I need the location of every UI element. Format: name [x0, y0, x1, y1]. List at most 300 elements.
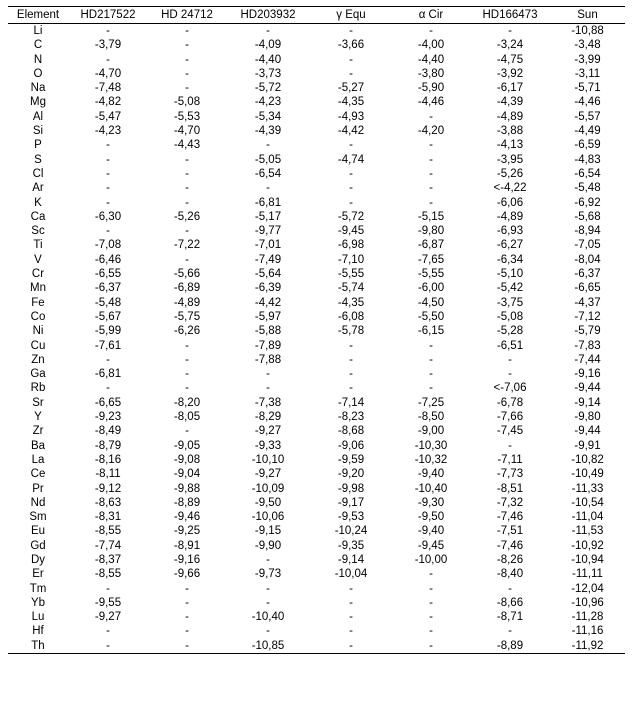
abundance-cell: -6,81	[94, 368, 122, 381]
element-cell: Al	[32, 110, 44, 123]
abundance-cell: -9,77	[254, 225, 282, 238]
abundance-cell: -9,46	[173, 511, 201, 524]
abundance-cell: -5,15	[417, 210, 445, 223]
abundance-cell: -4,13	[496, 139, 524, 152]
abundance-cell: -4,09	[254, 39, 282, 52]
abundance-cell: -7,88	[254, 353, 282, 366]
table-row	[8, 67, 625, 81]
abundance-cell: -	[185, 253, 189, 266]
element-cell: Cl	[32, 167, 44, 180]
abundance-cell: -	[106, 53, 110, 66]
abundance-cell: -3,80	[417, 67, 445, 80]
abundance-cell: -6,87	[417, 239, 445, 252]
abundance-cell: -	[429, 339, 433, 352]
abundance-cell: -5,64	[254, 268, 282, 281]
abundance-cell: -9,73	[254, 568, 282, 581]
abundance-cell: -10,92	[571, 539, 604, 552]
abundance-cell: -	[185, 25, 189, 37]
abundance-cell: -	[349, 625, 353, 638]
abundance-cell: -	[429, 167, 433, 180]
abundance-cell: -4,93	[337, 110, 365, 123]
element-cell: Zn	[31, 353, 45, 366]
column-header: Sun	[550, 7, 625, 24]
abundance-cell: -9,80	[574, 411, 601, 424]
abundance-cell: -	[349, 167, 353, 180]
abundance-cell: -4,42	[337, 125, 365, 138]
abundance-cell: -4,75	[496, 53, 524, 66]
abundance-cell: -10,40	[414, 482, 448, 495]
abundance-cell: -	[349, 182, 353, 195]
abundance-cell: -4,46	[574, 96, 601, 109]
abundance-cell: -6,46	[94, 253, 122, 266]
element-cell: Tm	[29, 582, 47, 595]
abundance-cell: -7,01	[254, 239, 282, 252]
abundance-cell: -9,27	[254, 468, 282, 481]
abundance-cell: -6,26	[173, 325, 201, 338]
table-row	[8, 410, 625, 424]
table-row	[8, 396, 625, 410]
table-row	[8, 296, 625, 310]
abundance-cell: -7,22	[173, 239, 201, 252]
abundance-cell: -11,92	[550, 639, 625, 654]
abundance-cell: -5,08	[496, 310, 524, 323]
abundance-cell: -5,74	[337, 282, 365, 295]
abundance-cell: -	[185, 53, 189, 66]
element-cell: Er	[32, 568, 44, 581]
abundance-cell: -5,67	[94, 310, 122, 323]
abundance-cell: -5,55	[417, 268, 445, 281]
abundance-cell: <-4,22	[493, 182, 527, 195]
abundance-cell: -	[429, 25, 433, 37]
element-cell: Sm	[29, 511, 47, 524]
abundance-cell: -4,46	[417, 96, 445, 109]
abundance-cell: -	[185, 339, 189, 352]
abundance-cell: -	[349, 582, 353, 595]
element-cell: Y	[34, 411, 42, 424]
abundance-cell: -6,93	[496, 225, 524, 238]
column-header: HD166473	[470, 7, 550, 24]
abundance-cell: -3,79	[94, 39, 122, 52]
abundance-cell: -	[68, 639, 148, 654]
abundance-cell: -	[349, 353, 353, 366]
abundance-cell: -4,00	[417, 39, 445, 52]
abundance-cell: -9,08	[173, 453, 201, 466]
abundance-cell: -	[392, 639, 470, 654]
abundance-cell: -4,23	[254, 96, 282, 109]
element-cell: N	[33, 53, 43, 66]
abundance-cell: -5,48	[94, 296, 122, 309]
abundance-cell: -	[429, 196, 433, 209]
abundance-cell: -	[429, 139, 433, 152]
abundance-cell: -6,17	[496, 82, 524, 95]
abundance-cell: -5,53	[173, 110, 201, 123]
element-cell: Th	[8, 639, 68, 654]
abundance-cell: -7,46	[496, 511, 524, 524]
abundance-cell: -5,78	[337, 325, 365, 338]
abundance-cell: -9,40	[417, 468, 445, 481]
abundance-cell: -9,00	[417, 425, 445, 438]
abundance-cell: -7,12	[574, 310, 601, 323]
abundance-cell: -4,70	[173, 125, 201, 138]
abundance-table-container	[8, 6, 625, 654]
abundance-cell: -	[429, 568, 433, 581]
abundance-cell: -	[508, 439, 512, 452]
abundance-cell: <-7,06	[493, 382, 527, 395]
abundance-cell: -7,49	[254, 253, 282, 266]
abundance-cell: -4,35	[337, 296, 365, 309]
abundance-cell: -9,27	[254, 425, 282, 438]
abundance-cell: -6,81	[254, 196, 282, 209]
abundance-cell: -	[508, 582, 512, 595]
table-row	[8, 81, 625, 95]
abundance-cell: -8,49	[94, 425, 122, 438]
abundance-cell: -	[185, 182, 189, 195]
table-row	[8, 482, 625, 496]
abundance-cell: -5,68	[574, 210, 601, 223]
abundance-cell: -8,50	[417, 411, 445, 424]
abundance-cell: -5,34	[254, 110, 282, 123]
abundance-cell: -4,89	[496, 110, 524, 123]
abundance-cell: -7,14	[337, 396, 365, 409]
abundance-cell: -11,16	[571, 625, 604, 638]
abundance-cell: -9,16	[574, 368, 601, 381]
abundance-cell: -7,74	[94, 539, 122, 552]
abundance-cell: -9,45	[417, 539, 445, 552]
table-row	[8, 53, 625, 67]
table-row	[8, 510, 625, 524]
table-row	[8, 339, 625, 353]
table-header	[8, 7, 625, 24]
abundance-cell: -9,05	[173, 439, 201, 452]
element-cell: P	[34, 139, 42, 152]
abundance-cell: -4,39	[496, 96, 524, 109]
abundance-cell: -5,28	[496, 325, 524, 338]
abundance-cell: -	[349, 25, 353, 37]
table-row	[8, 639, 625, 654]
abundance-cell: -3,66	[337, 39, 365, 52]
abundance-cell: -6,39	[254, 282, 282, 295]
abundance-cell: -	[185, 353, 189, 366]
element-cell: Gd	[30, 539, 46, 552]
abundance-cell: -10,32	[414, 453, 448, 466]
abundance-cell: -8,20	[173, 396, 201, 409]
abundance-cell: -9,44	[574, 382, 601, 395]
abundance-cell: -10,49	[571, 468, 604, 481]
abundance-cell: -7,48	[94, 82, 122, 95]
element-cell: Si	[32, 125, 44, 138]
abundance-cell: -	[349, 67, 353, 80]
abundance-cell: -	[429, 368, 433, 381]
abundance-cell: -10,06	[251, 511, 285, 524]
abundance-cell: -7,10	[337, 253, 365, 266]
abundance-cell: -	[106, 25, 110, 37]
abundance-cell: -	[429, 353, 433, 366]
table-row	[8, 353, 625, 367]
abundance-cell: -	[185, 582, 189, 595]
abundance-cell: -	[310, 639, 392, 654]
abundance-cell: -9,55	[94, 596, 122, 609]
element-cell: Co	[30, 310, 46, 323]
element-cell: Na	[30, 82, 46, 95]
abundance-cell: -3,11	[574, 67, 601, 80]
abundance-cell: -5,55	[337, 268, 365, 281]
abundance-cell: -7,61	[94, 339, 122, 352]
element-cell: Mg	[30, 96, 46, 109]
abundance-cell: -9,66	[173, 568, 201, 581]
abundance-cell: -9,90	[254, 539, 282, 552]
abundance-cell: -9,20	[337, 468, 365, 481]
table-row	[8, 267, 625, 281]
column-header: Element	[8, 7, 68, 24]
abundance-cell: -6,06	[496, 196, 524, 209]
abundance-cell: -10,09	[251, 482, 285, 495]
abundance-cell: -8,04	[574, 253, 601, 266]
table-row	[8, 624, 625, 638]
abundance-cell: -8,63	[94, 496, 122, 509]
header-row	[8, 7, 625, 24]
abundance-cell: -7,32	[496, 496, 524, 509]
abundance-cell: -8,11	[95, 468, 121, 481]
element-cell: Ca	[30, 210, 46, 223]
abundance-cell: -10,04	[334, 568, 368, 581]
abundance-cell: -3,99	[574, 53, 601, 66]
abundance-cell: -5,05	[254, 153, 282, 166]
abundance-cell: -11,11	[572, 568, 603, 581]
abundance-cell: -5,72	[337, 210, 365, 223]
abundance-cell: -7,08	[94, 239, 122, 252]
abundance-cell: -6,59	[574, 139, 601, 152]
abundance-cell: -6,65	[574, 282, 601, 295]
abundance-cell: -12,04	[571, 582, 604, 595]
abundance-cell: -	[349, 139, 353, 152]
abundance-cell: -4,50	[417, 296, 445, 309]
table-row	[8, 224, 625, 238]
element-cell: Sr	[32, 396, 44, 409]
table-row	[8, 439, 625, 453]
abundance-cell: -	[429, 110, 433, 123]
abundance-cell: -6,78	[496, 396, 524, 409]
abundance-cell: -6,00	[417, 282, 445, 295]
abundance-cell: -	[429, 611, 433, 624]
abundance-cell: -7,66	[496, 411, 524, 424]
abundance-cell: -6,15	[417, 325, 445, 338]
abundance-cell: -10,24	[334, 525, 368, 538]
abundance-cell: -6,92	[574, 196, 601, 209]
abundance-cell: -	[429, 596, 433, 609]
abundance-cell: -4,20	[417, 125, 445, 138]
abundance-cell: -7,45	[496, 425, 524, 438]
abundance-cell: -5,48	[574, 182, 601, 195]
element-cell: Ar	[32, 182, 44, 195]
abundance-cell: -9,04	[173, 468, 201, 481]
element-cell: Ga	[30, 368, 46, 381]
abundance-cell: -	[148, 639, 226, 654]
table-row	[8, 582, 625, 596]
abundance-cell: -10,54	[571, 496, 604, 509]
abundance-cell: -3,75	[496, 296, 524, 309]
abundance-cell: -3,88	[496, 125, 524, 138]
abundance-cell: -4,40	[254, 53, 282, 66]
abundance-cell: -4,83	[574, 153, 601, 166]
abundance-cell: -	[266, 553, 270, 566]
abundance-cell: -8,91	[173, 539, 201, 552]
element-cell: Ce	[30, 468, 46, 481]
abundance-cell: -	[508, 25, 512, 37]
table-row	[8, 381, 625, 395]
element-cell: Nd	[30, 496, 46, 509]
column-header: HD203932	[226, 7, 310, 24]
abundance-cell: -8,71	[496, 611, 524, 624]
abundance-cell: -	[185, 425, 189, 438]
abundance-cell: -9,27	[94, 611, 122, 624]
abundance-cell: -	[349, 196, 353, 209]
table-row	[8, 467, 625, 481]
abundance-cell: -	[106, 196, 110, 209]
abundance-cell: -6,27	[496, 239, 524, 252]
abundance-cell: -	[266, 596, 270, 609]
abundance-cell: -6,89	[173, 282, 201, 295]
element-cell: C	[33, 39, 43, 52]
abundance-cell: -10,94	[571, 553, 604, 566]
element-cell: Ba	[30, 439, 46, 452]
abundance-cell: -4,42	[254, 296, 282, 309]
abundance-cell: -9,06	[337, 439, 365, 452]
abundance-cell: -10,96	[571, 596, 604, 609]
abundance-cell: -6,34	[496, 253, 524, 266]
abundance-cell: -9,16	[173, 553, 201, 566]
abundance-cell: -	[349, 339, 353, 352]
abundance-cell: -7,65	[417, 253, 445, 266]
abundance-cell: -8,51	[496, 482, 524, 495]
abundance-cell: -6,37	[94, 282, 122, 295]
element-cell: Yb	[30, 596, 46, 609]
table-row	[8, 424, 625, 438]
element-cell: Dy	[30, 553, 46, 566]
table-row	[8, 138, 625, 152]
abundance-cell: -	[185, 39, 189, 52]
abundance-cell: -	[349, 382, 353, 395]
abundance-cell: -8,31	[94, 511, 122, 524]
abundance-cell: -3,24	[496, 39, 524, 52]
table-row	[8, 539, 625, 553]
abundance-cell: -3,73	[254, 67, 282, 80]
abundance-cell: -4,37	[574, 296, 601, 309]
abundance-cell: -5,17	[254, 210, 282, 223]
abundance-cell: -9,35	[337, 539, 365, 552]
abundance-cell: -	[106, 225, 110, 238]
abundance-cell: -	[185, 368, 189, 381]
abundance-cell: -6,30	[94, 210, 122, 223]
abundance-cell: -9,88	[173, 482, 201, 495]
abundance-cell: -9,59	[337, 453, 365, 466]
abundance-cell: -	[106, 182, 110, 195]
abundance-cell: -11,33	[571, 482, 604, 495]
abundance-cell: -	[266, 382, 270, 395]
abundance-cell: -8,89	[470, 639, 550, 654]
abundance-cell: -	[106, 153, 110, 166]
abundance-cell: -6,65	[94, 396, 122, 409]
abundance-cell: -4,82	[94, 96, 122, 109]
abundance-cell: -	[266, 368, 270, 381]
abundance-cell: -10,82	[571, 453, 604, 466]
abundance-cell: -8,79	[94, 439, 122, 452]
element-cell: S	[34, 153, 42, 166]
abundance-cell: -	[185, 596, 189, 609]
abundance-cell: -	[106, 353, 110, 366]
abundance-cell: -10,40	[251, 611, 285, 624]
table-body	[8, 24, 625, 654]
column-header: γ Equ	[310, 7, 392, 24]
abundance-cell: -9,50	[417, 511, 445, 524]
abundance-cell: -	[106, 582, 110, 595]
abundance-cell: -9,53	[337, 511, 365, 524]
abundance-cell: -7,83	[574, 339, 601, 352]
abundance-cell: -9,14	[574, 396, 601, 409]
table-row	[8, 238, 625, 252]
table-row	[8, 196, 625, 210]
table-row	[8, 167, 625, 181]
abundance-cell: -8,23	[337, 411, 365, 424]
element-cell: Fe	[31, 296, 45, 309]
abundance-cell: -10,10	[251, 453, 285, 466]
abundance-cell: -	[429, 625, 433, 638]
element-cell: Cr	[31, 268, 45, 281]
abundance-cell: -9,12	[94, 482, 122, 495]
abundance-cell: -5,66	[173, 268, 201, 281]
abundance-cell: -10,30	[414, 439, 448, 452]
abundance-cell: -5,57	[574, 110, 601, 123]
element-cell: Mn	[30, 282, 46, 295]
abundance-cell: -5,72	[254, 82, 282, 95]
abundance-cell: -11,53	[571, 525, 604, 538]
abundance-cell: -	[185, 611, 189, 624]
abundance-cell: -4,23	[94, 125, 122, 138]
abundance-cell: -8,66	[496, 596, 524, 609]
abundance-cell: -7,51	[496, 525, 524, 538]
element-cell: Pr	[32, 482, 44, 495]
abundance-cell: -9,80	[417, 225, 445, 238]
abundance-cell: -	[266, 182, 270, 195]
abundance-cell: -7,89	[254, 339, 282, 352]
abundance-cell: -6,98	[337, 239, 365, 252]
abundance-cell: -	[106, 139, 110, 152]
abundance-cell: -	[185, 82, 189, 95]
abundance-cell: -8,89	[173, 496, 201, 509]
element-cell: La	[31, 453, 45, 466]
abundance-cell: -6,51	[496, 339, 524, 352]
abundance-cell: -	[429, 153, 433, 166]
table-row	[8, 253, 625, 267]
element-cell: Hf	[32, 625, 44, 638]
abundance-cell: -4,70	[94, 67, 122, 80]
abundance-cell: -10,88	[571, 25, 604, 37]
abundance-cell: -	[185, 196, 189, 209]
abundance-cell: -4,74	[337, 153, 365, 166]
abundance-cell: -8,68	[337, 425, 365, 438]
abundance-cell: -5,99	[94, 325, 122, 338]
column-header: HD 24712	[148, 7, 226, 24]
abundance-cell: -9,40	[417, 525, 445, 538]
table-row	[8, 367, 625, 381]
abundance-cell: -	[508, 353, 512, 366]
abundance-cell: -6,08	[337, 310, 365, 323]
abundance-cell: -	[349, 53, 353, 66]
table-row	[8, 610, 625, 624]
abundance-cell: -5,08	[173, 96, 201, 109]
element-cell: K	[34, 196, 42, 209]
abundance-cell: -	[266, 25, 270, 37]
abundance-cell: -11,28	[571, 611, 604, 624]
